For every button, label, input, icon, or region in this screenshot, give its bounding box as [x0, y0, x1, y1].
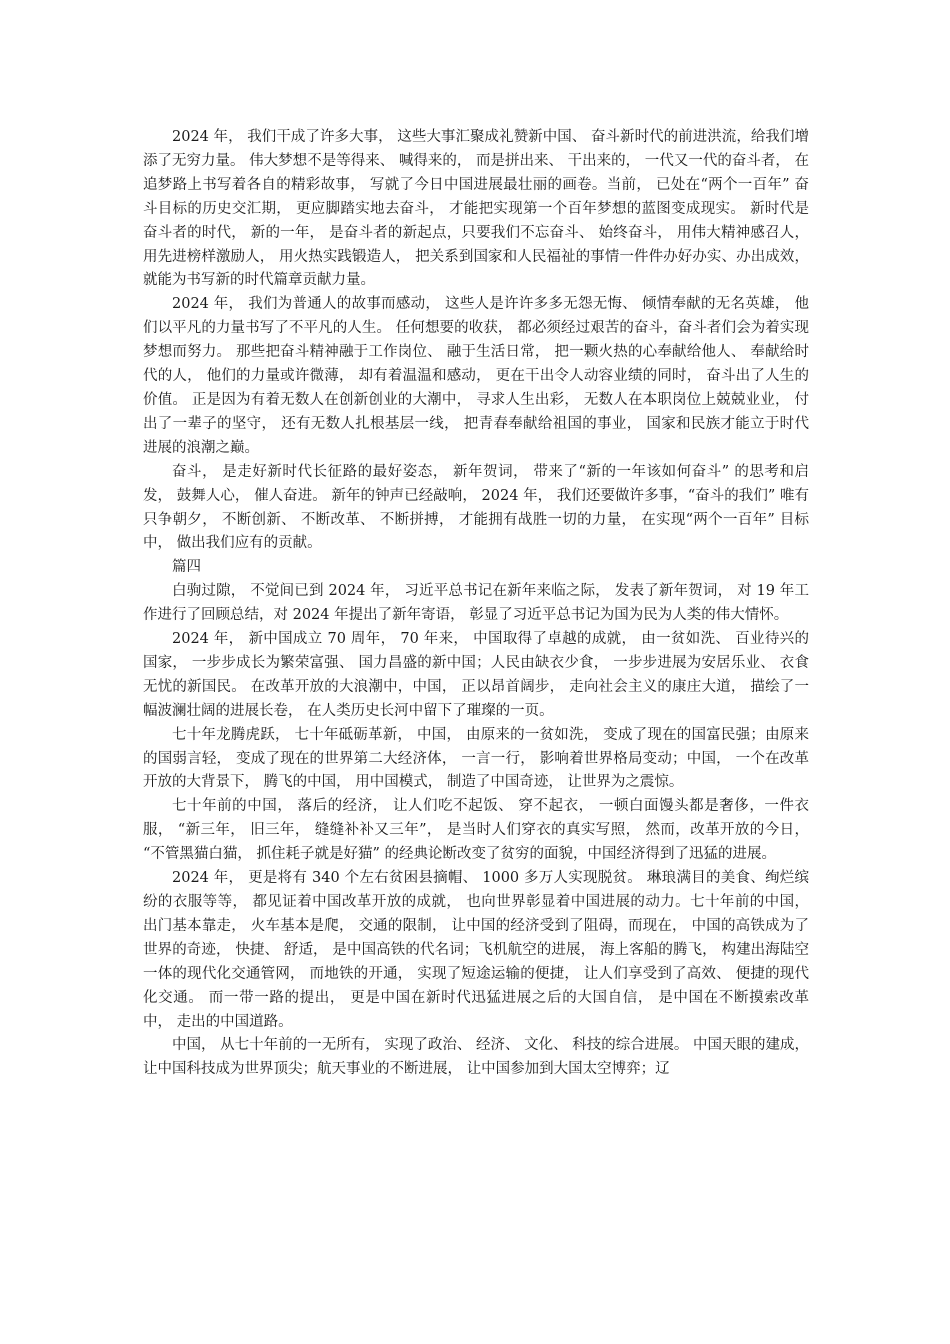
section-heading: 篇四 — [172, 559, 201, 576]
paragraph-9: 中国， 从七十年前的一无所有， 实现了政治、 经济、 文化、 科技的综合进展。 中国天眼的建成， 让中国科技成为世界顶尖；航天事业的不断进展， 让中国参加到大国太空博弈；辽 — [143, 1037, 809, 1078]
paragraph-2: 2024 年， 我们为普通人的故事而感动， 这些人是许许多多无怨无悔、 倾情奉献的无名英雄， 他们以平凡的力量书写了不平凡的人生。 任何想要的收获， 都必须经过艰苦的奋斗，奋斗者们会为着实现梦想而努力。 那些把奋斗精神融于工作岗位、 融于生活日常， 把一颗火热的心奉献给他人、 奉献给时代的人， 他们的力量或许微薄， 却有着温温和感动， 更在干出令人动容业绩的同时， 奋斗出了人生的价值。 正是因为有着无数人在创新创业的大潮中， 寻求人生出彩， 无数人在本职岗位上兢兢业业， 付出了一辈子的坚守， 还有无数人扎根基层一线， 把青春奉献给祖国的事业， 国家和民族才能立于时代进展的浪潮之巅。 — [143, 296, 809, 456]
paragraph-7: 七十年前的中国， 落后的经济， 让人们吃不起饭、 穿不起衣， 一顿白面馒头都是奢侈，一件衣服， “新三年， 旧三年， 缝缝补补又三年”， 是当时人们穿衣的真实写照， 然而，改革开放的今日， “不管黑猫白猫， 抓住耗子就是好猫” 的经典论断改变了贫穷的面貌，中国经济得到了迅猛的进展。 — [143, 798, 809, 863]
paragraph-1: 2024 年， 我们干成了许多大事， 这些大事汇聚成礼赞新中国、 奋斗新时代的前进洪流，给我们增添了无穷力量。 伟大梦想不是等得来、 喊得来的， 而是拼出来、 干出来的， 一代又一代的奋斗者， 在追梦路上书写着各自的精彩故事， 写就了今日中国进展最壮丽的画卷。当前， 已处在“两个一百年” 奋斗目标的历史交汇期， 更应脚踏实地去奋斗， 才能把实现第一个百年梦想的蓝图变成现实。 新时代是奋斗者的时代， 新的一年， 是奋斗者的新起点，只要我们不忘奋斗、 始终奋斗， 用伟大精神感召人， 用先进榜样激励人， 用火热实践锻造人， 把关系到国家和人民福祉的事情一件件办好办实、办出成效， 就能为书写新的时代篇章贡献力量。 — [143, 129, 809, 289]
document-body — [143, 126, 809, 1082]
paragraph-8: 2024 年， 更是将有 340 个左右贫困县摘帽、 1000 多万人实现脱贫。 琳琅满目的美食、绚烂缤纷的衣服等等， 都见证着中国改革开放的成就， 也向世界彰显着中国进展的动力。七十年前的中国， 出门基本靠走， 火车基本是爬， 交通的限制， 让中国的经济受到了阻碍，而现在， 中国的高铁成为了世界的奇迹， 快捷、 舒适， 是中国高铁的代名词；飞机航空的进展， 海上客船的腾飞， 构建出海陆空一体的现代化交通管网， 而地铁的开通， 实现了短途运输的便捷， 让人们享受到了高效、 便捷的现代化交通。 而一带一路的提出， 更是中国在新时代迅猛进展之后的大国自信， 是中国在不断摸索改革中， 走出的中国道路。 — [143, 870, 809, 1030]
paragraph-3: 奋斗， 是走好新时代长征路的最好姿态， 新年贺词， 带来了“新的一年该如何奋斗” 的思考和启发， 鼓舞人心， 催人奋进。 新年的钟声已经敲响， 2024 年， 我们还要做许多事，“奋斗的我们” 唯有只争朝夕， 不断创新、 不断改革、 不断拼搏， 才能拥有战胜一切的力量， 在实现“两个一百年” 目标中， 做出我们应有的贡献。 — [143, 463, 809, 552]
paragraph-5: 2024 年， 新中国成立 70 周年， 70 年来， 中国取得了卓越的成就， 由一贫如洗、 百业待兴的国家， 一步步成长为繁荣富强、 国力昌盛的新中国；人民由缺衣少食， 一步步进展为安居乐业、 衣食无忧的新国民。 在改革开放的大浪潮中，中国， 正以昂首阔步， 走向社会主义的康庄大道， 描绘了一幅波澜壮阔的进展长卷， 在人类历史长河中留下了璀璨的一页。 — [143, 631, 809, 719]
paragraph-4: 白驹过隙， 不觉间已到 2024 年， 习近平总书记在新年来临之际， 发表了新年贺词， 对 19 年工作进行了回顾总结，对 2024 年提出了新年寄语， 彰显了习近平总书记为国为民为人类的伟大情怀。 — [143, 583, 809, 624]
paragraph-6: 七十年龙腾虎跃， 七十年砥砺革新， 中国， 由原来的一贫如洗， 变成了现在的国富民强；由原来的国弱言轻， 变成了现在的世界第二大经济体， 一言一行， 影响着世界格局变动；中国， 一个在改革开放的大背景下， 腾飞的中国， 用中国模式， 制造了中国奇迹， 让世界为之震惊。 — [143, 726, 809, 791]
